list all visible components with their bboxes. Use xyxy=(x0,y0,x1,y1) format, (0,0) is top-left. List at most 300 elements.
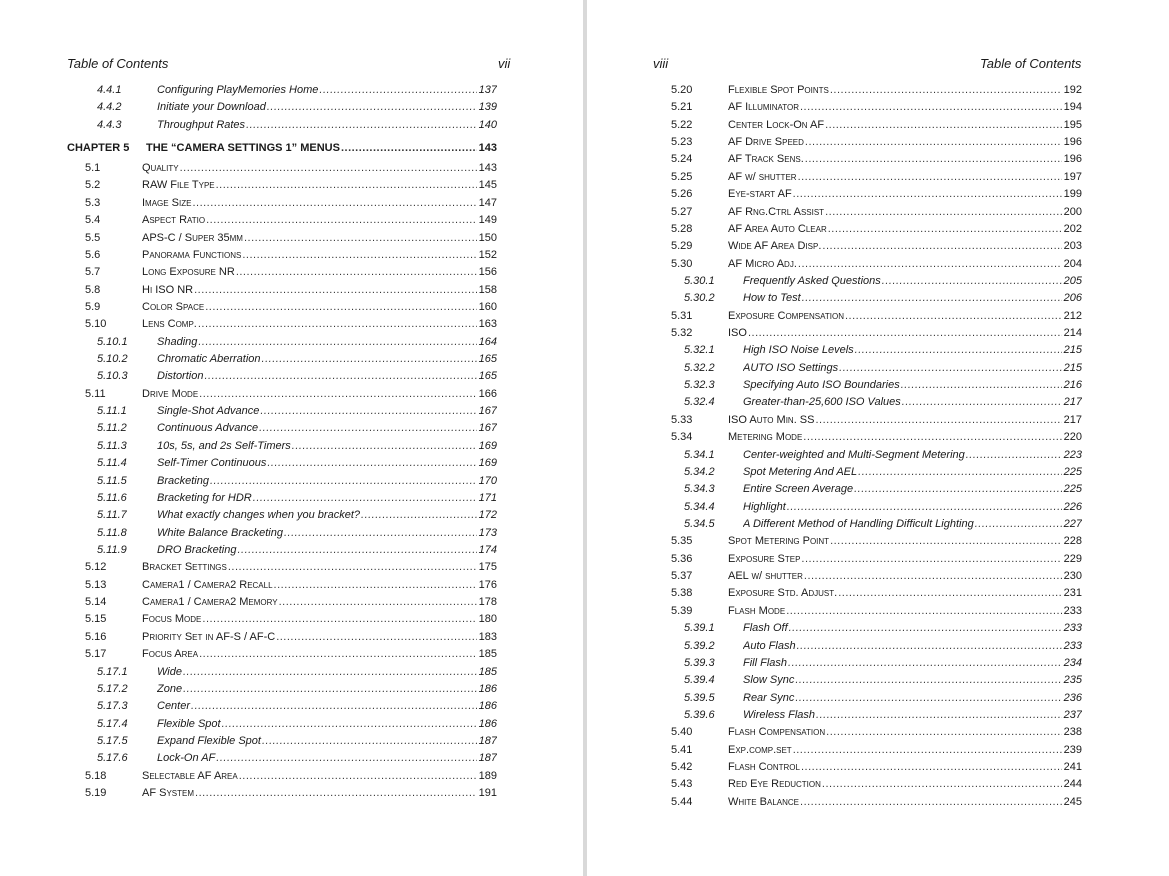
dot-leader xyxy=(274,579,477,591)
toc-entry[interactable] xyxy=(587,707,1169,724)
toc-entry-number: 5.17.2 xyxy=(97,682,128,695)
toc-entry-line xyxy=(157,457,497,469)
toc-entry-page: 145 xyxy=(478,179,497,192)
toc-entry[interactable] xyxy=(0,594,583,611)
toc-entry-number: 5.43 xyxy=(671,778,693,791)
toc-entry-page: 183 xyxy=(478,630,497,643)
dot-leader xyxy=(798,258,1062,270)
toc-entry[interactable] xyxy=(0,768,583,785)
dot-leader xyxy=(246,119,477,131)
toc-entry[interactable] xyxy=(0,282,583,299)
toc-entry-page: 150 xyxy=(478,231,497,244)
toc-entry-line xyxy=(743,692,1082,704)
toc-entry-number: 5.29 xyxy=(671,240,693,253)
dot-leader xyxy=(253,492,477,504)
toc-list xyxy=(587,82,1169,811)
toc-entry-line xyxy=(142,596,497,608)
toc-entry[interactable] xyxy=(0,525,583,542)
toc-entry-title: Priority Set in AF-S / AF-C xyxy=(142,630,276,643)
toc-entry[interactable] xyxy=(0,177,583,194)
toc-entry-line xyxy=(728,258,1082,270)
toc-entry[interactable] xyxy=(587,308,1169,325)
toc-entry-number: 5.34.2 xyxy=(684,465,715,478)
dot-leader xyxy=(242,249,476,261)
toc-entry-number: 5.11 xyxy=(85,387,106,400)
toc-entry-number: 5.34 xyxy=(671,431,693,444)
toc-entry-line xyxy=(728,153,1082,165)
toc-entry-line xyxy=(157,735,497,747)
toc-entry[interactable] xyxy=(0,386,583,403)
dot-leader xyxy=(838,587,1061,599)
toc-entry[interactable] xyxy=(587,360,1169,377)
toc-entry-number: 5.8 xyxy=(85,283,101,296)
toc-entry-line xyxy=(743,362,1082,374)
toc-entry-number: 5.34.1 xyxy=(684,448,715,461)
toc-entry[interactable] xyxy=(587,447,1169,464)
toc-entry-number: 5.32.4 xyxy=(684,396,715,409)
toc-entry-line xyxy=(157,336,497,348)
toc-entry-title: Shading xyxy=(157,335,198,348)
toc-entry-line xyxy=(142,301,497,313)
dot-leader xyxy=(284,527,477,539)
toc-entry-title: AF Drive Speed xyxy=(728,136,804,149)
toc-entry-line xyxy=(142,770,497,782)
toc-entry-line xyxy=(743,344,1082,356)
toc-entry-line xyxy=(728,188,1082,200)
toc-entry-number: 5.19 xyxy=(85,787,107,800)
dot-leader xyxy=(262,735,477,747)
toc-entry-page: 229 xyxy=(1063,552,1082,565)
toc-entry-line xyxy=(728,431,1082,443)
toc-entry-number: 5.33 xyxy=(671,413,693,426)
toc-entry[interactable] xyxy=(587,759,1169,776)
dot-leader xyxy=(237,544,476,556)
toc-entry[interactable] xyxy=(587,256,1169,273)
toc-entry-line xyxy=(157,475,497,487)
toc-entry[interactable] xyxy=(587,377,1169,394)
toc-entry-page: 215 xyxy=(1063,361,1082,374)
toc-entry-line xyxy=(157,119,497,131)
toc-entry[interactable] xyxy=(0,247,583,264)
toc-entry[interactable] xyxy=(0,698,583,715)
toc-entry-number: 5.10 xyxy=(85,318,107,331)
toc-entry-line xyxy=(142,162,497,174)
toc-entry-number: 5.24 xyxy=(671,153,693,166)
toc-entry[interactable] xyxy=(587,204,1169,221)
toc-entry-title: How to Test xyxy=(743,292,801,305)
dot-leader xyxy=(805,153,1062,165)
toc-entry-title: Wide AF Area Disp. xyxy=(728,240,822,253)
toc-entry-title: Chromatic Aberration xyxy=(157,353,261,366)
dot-leader xyxy=(244,232,477,244)
toc-entry[interactable] xyxy=(587,655,1169,672)
toc-entry[interactable] xyxy=(587,533,1169,550)
toc-entry[interactable] xyxy=(0,403,583,420)
toc-entry-page: 137 xyxy=(478,84,497,96)
toc-entry[interactable] xyxy=(0,299,583,316)
dot-leader xyxy=(786,605,1061,617)
toc-entry-line xyxy=(743,709,1082,721)
toc-entry[interactable] xyxy=(587,290,1169,307)
toc-entry-page: 185 xyxy=(478,665,497,678)
toc-entry-page: 230 xyxy=(1063,570,1082,583)
toc-entry-page: 175 xyxy=(478,561,497,574)
toc-entry[interactable] xyxy=(587,638,1169,655)
toc-entry-title: Self-Timer Continuous xyxy=(157,457,267,470)
toc-entry[interactable] xyxy=(587,620,1169,637)
toc-entry-title: Expand Flexible Spot xyxy=(157,734,261,747)
toc-entry-title: White Balance xyxy=(728,795,800,808)
toc-entry[interactable] xyxy=(0,750,583,767)
toc-entry[interactable] xyxy=(587,273,1169,290)
toc-entry-line xyxy=(728,553,1082,565)
dot-leader xyxy=(855,344,1062,356)
dot-leader xyxy=(222,718,477,730)
toc-entry-page: 189 xyxy=(478,769,497,782)
toc-entry-page: 191 xyxy=(478,787,497,800)
toc-entry-page: 239 xyxy=(1063,743,1082,756)
toc-chapter-entry[interactable] xyxy=(0,134,583,160)
toc-entry-title: Red Eye Reduction xyxy=(728,778,821,791)
dot-leader xyxy=(199,388,476,400)
toc-entry[interactable] xyxy=(0,195,583,212)
toc-entry[interactable] xyxy=(587,238,1169,255)
toc-entry[interactable] xyxy=(587,499,1169,516)
toc-entry-page: 237 xyxy=(1063,708,1082,721)
toc-entry[interactable] xyxy=(0,117,583,134)
toc-entry-number: 5.18 xyxy=(85,769,107,782)
toc-entry[interactable] xyxy=(0,264,583,281)
toc-entry-number: 5.32 xyxy=(671,327,693,340)
toc-entry-line xyxy=(728,310,1082,322)
toc-entry-title: ISO Auto Min. SS xyxy=(728,413,815,426)
toc-entry-number: 5.39.4 xyxy=(684,674,715,687)
toc-entry-title: Initiate your Download xyxy=(157,101,266,114)
toc-entry-title: Flash Mode xyxy=(728,604,786,617)
toc-entry[interactable] xyxy=(0,316,583,333)
toc-entry-page: 158 xyxy=(478,283,497,296)
toc-entry-number: 5.42 xyxy=(671,761,693,774)
toc-entry[interactable] xyxy=(587,117,1169,134)
toc-entry[interactable] xyxy=(0,490,583,507)
toc-entry[interactable] xyxy=(0,230,583,247)
toc-entry-line xyxy=(142,787,497,799)
toc-entry-page: 186 xyxy=(478,700,497,713)
toc-entry-page: 202 xyxy=(1063,222,1082,235)
toc-entry-number: 5.25 xyxy=(671,170,693,183)
running-header-title: Table of Contents xyxy=(67,56,169,71)
toc-entry-page: 164 xyxy=(478,335,497,348)
toc-entry-title: Focus Area xyxy=(142,648,199,661)
toc-entry[interactable] xyxy=(587,429,1169,446)
toc-entry-page: 233 xyxy=(1063,604,1082,617)
toc-entry-number: 5.28 xyxy=(671,222,693,235)
toc-entry-title: Selectable AF Area xyxy=(142,769,238,782)
toc-entry-number: 5.10.3 xyxy=(97,370,128,383)
toc-entry-line xyxy=(728,605,1082,617)
toc-entry[interactable] xyxy=(587,481,1169,498)
toc-entry-line xyxy=(743,396,1082,408)
toc-entry[interactable] xyxy=(587,342,1169,359)
toc-entry-title: Spot Metering And AEL xyxy=(743,465,858,478)
toc-entry[interactable] xyxy=(0,611,583,628)
toc-entry-number: 5.17.4 xyxy=(97,717,128,730)
toc-entry-number: 5.13 xyxy=(85,578,107,591)
page-number: vii xyxy=(498,56,511,71)
dot-leader xyxy=(858,466,1061,478)
dot-leader xyxy=(192,197,476,209)
toc-entry-title: A Different Method of Handling Difficult Lighting xyxy=(743,517,974,530)
toc-entry-title: Center xyxy=(157,700,191,713)
toc-entry-page: 238 xyxy=(1063,726,1082,739)
toc-entry-title: Configuring PlayMemories Home xyxy=(157,84,319,96)
toc-entry-number: 5.7 xyxy=(85,266,101,279)
toc-entry[interactable] xyxy=(587,742,1169,759)
toc-entry[interactable] xyxy=(587,99,1169,116)
dot-leader xyxy=(795,674,1061,686)
toc-entry[interactable] xyxy=(0,160,583,177)
toc-entry-number: 5.39.2 xyxy=(684,639,715,652)
toc-entry-line xyxy=(728,414,1082,426)
dot-leader xyxy=(825,206,1062,218)
toc-entry-title: Rear Sync xyxy=(743,691,795,704)
toc-entry-number: 5.39.6 xyxy=(684,708,715,721)
toc-entry[interactable] xyxy=(587,186,1169,203)
toc-entry-number: 5.11.5 xyxy=(97,474,127,487)
toc-entry[interactable] xyxy=(0,420,583,437)
dot-leader xyxy=(236,266,477,278)
toc-entry-line xyxy=(743,518,1082,530)
dot-leader xyxy=(180,162,477,174)
dot-leader xyxy=(259,422,477,434)
toc-entry-line xyxy=(142,284,497,296)
toc-entry-number: 5.44 xyxy=(671,795,693,808)
toc-entry-number: 5.23 xyxy=(671,136,693,149)
toc-entry-page: 217 xyxy=(1063,413,1082,426)
toc-entry-title: Panorama Functions xyxy=(142,248,242,261)
toc-entry[interactable] xyxy=(587,394,1169,411)
toc-entry-title: Metering Mode xyxy=(728,431,803,444)
toc-entry-number: CHAPTER 5 xyxy=(67,142,130,155)
toc-entry-title: Long Exposure NR xyxy=(142,266,235,279)
toc-entry-page: 206 xyxy=(1063,292,1082,305)
toc-entry[interactable] xyxy=(587,412,1169,429)
toc-entry[interactable] xyxy=(587,776,1169,793)
toc-entry[interactable] xyxy=(0,438,583,455)
toc-entry-line xyxy=(157,700,497,712)
toc-entry[interactable] xyxy=(587,690,1169,707)
toc-entry-number: 5.11.8 xyxy=(97,526,127,539)
toc-entry-page: 167 xyxy=(478,422,497,435)
toc-entry[interactable] xyxy=(587,134,1169,151)
toc-entry-line xyxy=(157,718,497,730)
toc-entry-title: Camera1 / Camera2 Memory xyxy=(142,596,278,609)
toc-entry-title: Bracketing for HDR xyxy=(157,491,252,504)
toc-entry-title: AUTO ISO Settings xyxy=(743,361,839,374)
toc-entry-line xyxy=(157,509,497,521)
toc-entry-line xyxy=(142,631,497,643)
toc-entry[interactable] xyxy=(0,681,583,698)
toc-entry-page: 226 xyxy=(1063,500,1082,513)
toc-entry-title: Zone xyxy=(157,682,183,695)
dot-leader xyxy=(801,761,1062,773)
toc-entry[interactable] xyxy=(0,368,583,385)
dot-leader xyxy=(802,292,1062,304)
toc-entry-page: 195 xyxy=(1063,118,1082,131)
toc-entry-line xyxy=(157,370,497,382)
toc-entry-title: AF System xyxy=(142,787,195,800)
toc-entry-page: 169 xyxy=(478,457,497,470)
toc-entry[interactable] xyxy=(587,325,1169,342)
toc-entry-number: 5.15 xyxy=(85,613,107,626)
dot-leader xyxy=(845,310,1062,322)
toc-entry-page: 233 xyxy=(1063,622,1082,635)
toc-entry[interactable] xyxy=(0,646,583,663)
toc-entry-page: 187 xyxy=(478,734,497,747)
toc-entry-page: 217 xyxy=(1063,396,1082,409)
toc-entry-title: 10s, 5s, and 2s Self-Timers xyxy=(157,439,291,452)
toc-entry[interactable] xyxy=(0,473,583,490)
dot-leader xyxy=(826,726,1061,738)
toc-entry-page: 166 xyxy=(478,387,497,400)
toc-entry[interactable] xyxy=(587,151,1169,168)
dot-leader xyxy=(341,142,477,154)
dot-leader xyxy=(793,188,1062,200)
toc-entry-title: Center-weighted and Multi-Segment Metering xyxy=(743,448,965,461)
dot-leader xyxy=(828,223,1062,235)
toc-entry[interactable] xyxy=(0,212,583,229)
dot-leader xyxy=(748,327,1062,339)
toc-entry[interactable] xyxy=(0,455,583,472)
toc-entry-page: 214 xyxy=(1063,327,1082,340)
toc-entry-title: Flash Control xyxy=(728,761,800,774)
toc-entry-title: AF Illuminator xyxy=(728,101,799,114)
toc-entry[interactable] xyxy=(587,672,1169,689)
toc-entry[interactable] xyxy=(587,794,1169,811)
toc-entry-page: 187 xyxy=(478,752,497,765)
dot-leader xyxy=(830,535,1062,547)
toc-entry-line xyxy=(728,726,1082,738)
toc-entry[interactable] xyxy=(587,551,1169,568)
toc-entry-number: 5.21 xyxy=(671,101,693,114)
dot-leader xyxy=(815,414,1061,426)
toc-entry-title: AF Micro Adj. xyxy=(728,257,797,270)
toc-entry[interactable] xyxy=(0,559,583,576)
toc-entry-page: 180 xyxy=(478,613,497,626)
toc-entry-title: Bracket Settings xyxy=(142,561,227,574)
dot-leader xyxy=(804,570,1062,582)
toc-entry[interactable] xyxy=(0,733,583,750)
toc-entry-line xyxy=(728,761,1082,773)
toc-entry[interactable] xyxy=(0,334,583,351)
toc-entry[interactable] xyxy=(0,664,583,681)
toc-entry[interactable] xyxy=(0,542,583,559)
toc-entry[interactable] xyxy=(0,577,583,594)
toc-entry[interactable] xyxy=(587,585,1169,602)
toc-entry-number: 5.36 xyxy=(671,552,693,565)
toc-entry-page: 215 xyxy=(1063,344,1082,357)
toc-entry-number: 5.11.9 xyxy=(97,543,127,556)
toc-entry-page: 205 xyxy=(1063,274,1082,287)
toc-entry-title: Specifying Auto ISO Boundaries xyxy=(743,379,900,392)
dot-leader xyxy=(816,709,1062,721)
toc-entry[interactable] xyxy=(0,785,583,802)
toc-entry-page: 165 xyxy=(478,370,497,383)
dot-leader xyxy=(319,84,476,96)
dot-leader xyxy=(204,370,476,382)
toc-entry[interactable] xyxy=(587,603,1169,620)
toc-entry-title: Greater-than-25,600 ISO Values xyxy=(743,396,901,409)
toc-entry[interactable] xyxy=(587,516,1169,533)
toc-entry-line xyxy=(743,379,1082,391)
toc-entry[interactable] xyxy=(0,351,583,368)
toc-entry-title: Highlight xyxy=(743,500,786,513)
toc-entry[interactable] xyxy=(587,82,1169,99)
toc-entry-page: 228 xyxy=(1063,535,1082,548)
toc-entry[interactable] xyxy=(587,221,1169,238)
toc-entry-page: 200 xyxy=(1063,205,1082,218)
toc-entry-line xyxy=(142,648,497,660)
toc-entry-line xyxy=(743,292,1082,304)
toc-entry-number: 5.11.7 xyxy=(97,509,127,522)
toc-entry-number: 5.27 xyxy=(671,205,693,218)
toc-entry-line xyxy=(728,240,1082,252)
toc-entry-title: Exposure Step xyxy=(728,552,801,565)
dot-leader xyxy=(801,553,1061,565)
dot-leader xyxy=(198,336,476,348)
dot-leader xyxy=(975,518,1062,530)
toc-entry-number: 5.11.2 xyxy=(97,422,127,435)
dot-leader xyxy=(262,353,477,365)
toc-entry-number: 5.9 xyxy=(85,300,101,313)
toc-entry-line xyxy=(728,327,1082,339)
toc-entry[interactable] xyxy=(0,629,583,646)
toc-entry-number: 5.16 xyxy=(85,630,107,643)
toc-entry[interactable] xyxy=(587,568,1169,585)
toc-entry[interactable] xyxy=(587,724,1169,741)
toc-entry-page: 225 xyxy=(1063,465,1082,478)
toc-entry[interactable] xyxy=(587,169,1169,186)
toc-entry-number: 5.1 xyxy=(85,162,101,175)
toc-entry-title: Hi ISO NR xyxy=(142,283,194,296)
toc-entry-title: Flexible Spot xyxy=(157,717,221,730)
toc-entry-title: Exp.comp.set xyxy=(728,743,792,756)
toc-entry[interactable] xyxy=(0,82,583,99)
toc-entry-title: What exactly changes when you bracket? xyxy=(157,509,361,522)
toc-entry-line xyxy=(728,119,1082,131)
toc-entry-page: 212 xyxy=(1063,309,1082,322)
toc-entry-line xyxy=(743,501,1082,513)
toc-entry-page: 169 xyxy=(478,439,497,452)
dot-leader xyxy=(822,778,1062,790)
toc-entry-page: 241 xyxy=(1063,761,1082,774)
toc-entry[interactable] xyxy=(587,464,1169,481)
dot-leader xyxy=(292,440,477,452)
toc-entry-number: 5.39.5 xyxy=(684,691,715,704)
toc-entry[interactable] xyxy=(0,99,583,116)
toc-entry-page: 186 xyxy=(478,682,497,695)
toc-entry-title: Lens Comp. xyxy=(142,318,197,331)
toc-entry-number: 5.12 xyxy=(85,561,107,574)
toc-entry-line xyxy=(157,666,497,678)
toc-entry[interactable] xyxy=(0,716,583,733)
toc-entry[interactable] xyxy=(0,507,583,524)
toc-entry-title: Auto Flash xyxy=(743,639,796,652)
dot-leader xyxy=(183,666,477,678)
toc-entry-line xyxy=(142,266,497,278)
toc-entry-number: 5.11.1 xyxy=(97,405,127,418)
dot-leader xyxy=(183,683,477,695)
